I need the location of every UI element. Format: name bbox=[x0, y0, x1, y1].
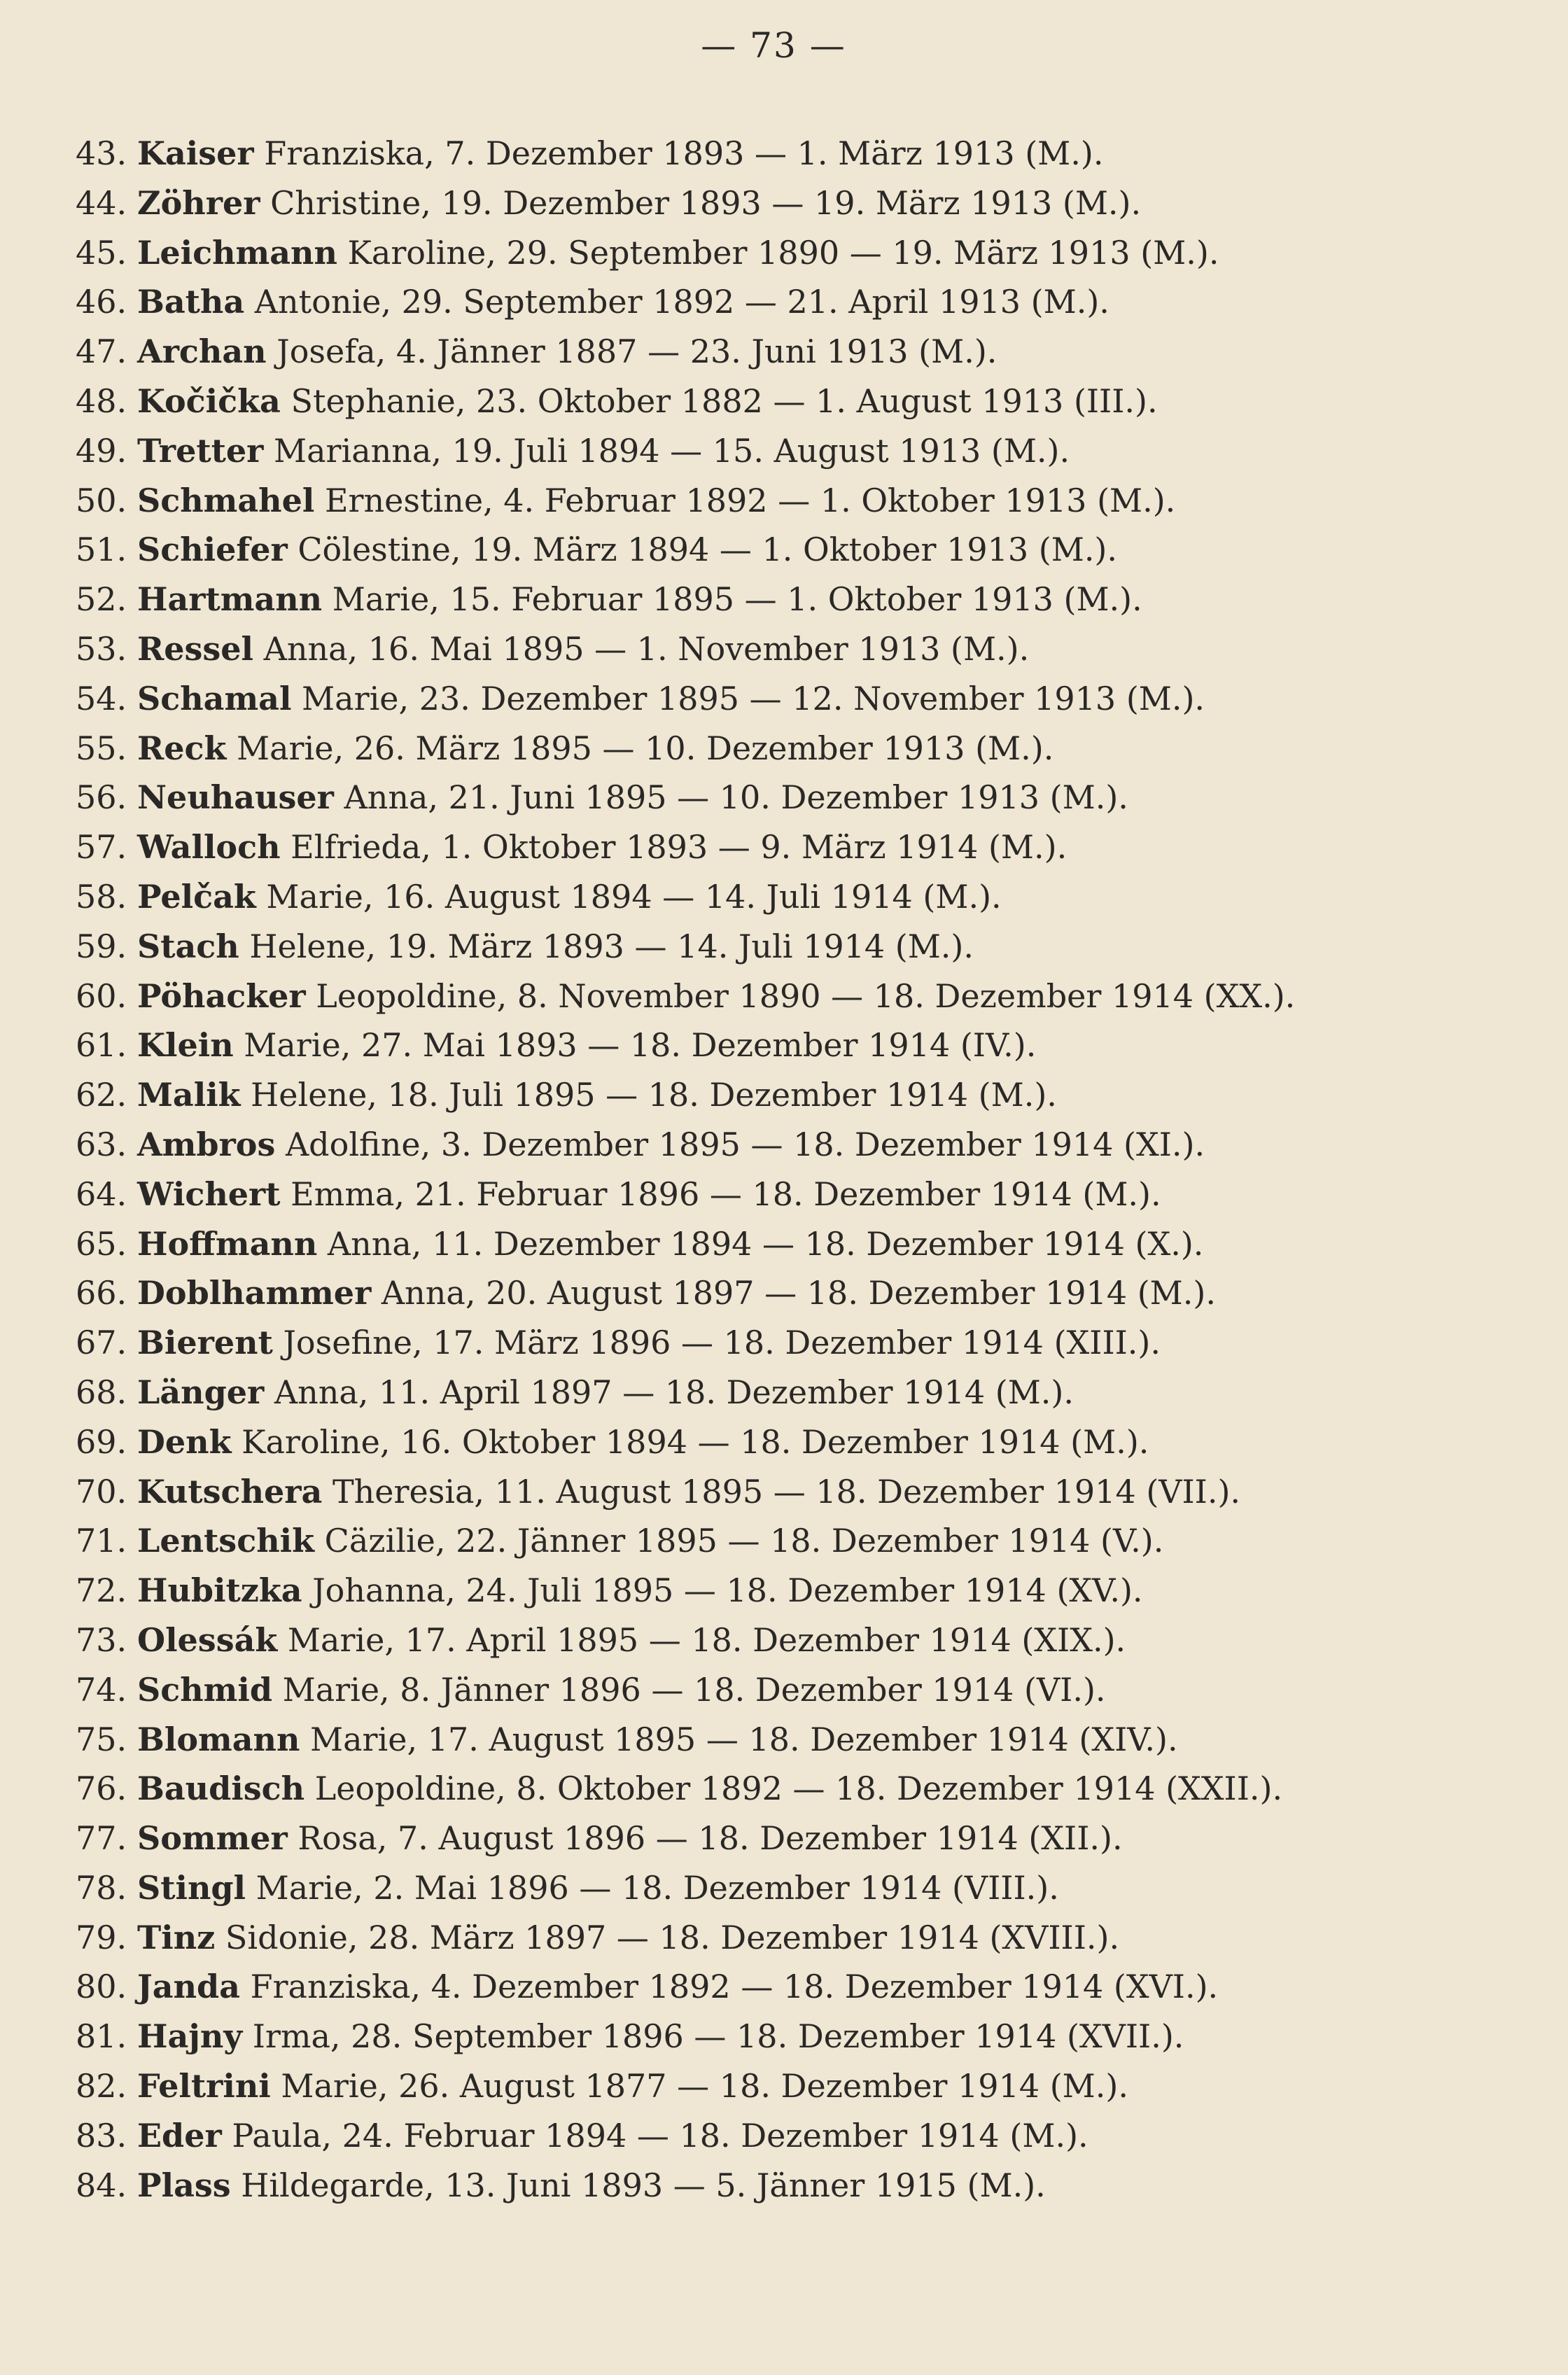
entry-number: 69. bbox=[76, 1422, 127, 1461]
entry-number: 76. bbox=[76, 1770, 127, 1808]
entry-number: 78. bbox=[76, 1868, 127, 1907]
entry-details: Franziska, 4. Dezember 1892 — 18. Dezember 1914 (XVI.). bbox=[239, 1968, 1219, 2006]
list-item bbox=[76, 426, 1295, 476]
entry-number: 58. bbox=[76, 877, 127, 916]
entry-number: 67. bbox=[76, 1324, 127, 1362]
list-item bbox=[76, 1962, 1295, 2012]
entry-number: 46. bbox=[76, 283, 127, 321]
entry-number: 79. bbox=[76, 1918, 127, 1956]
list-item bbox=[76, 822, 1295, 872]
entry-details: Anna, 21. Juni 1895 — 10. Dezember 1913 (M.). bbox=[333, 778, 1128, 817]
entry-number: 77. bbox=[76, 1819, 127, 1858]
entry-surname: Ambros bbox=[137, 1125, 276, 1163]
list-item bbox=[76, 1913, 1295, 1963]
entry-details: Sidonie, 28. März 1897 — 18. Dezember 1914 (XVIII.). bbox=[215, 1918, 1120, 1956]
entry-number: 65. bbox=[76, 1224, 127, 1263]
entry-surname: Pelčak bbox=[137, 877, 256, 916]
entry-details: Anna, 11. April 1897 — 18. Dezember 1914 (M.). bbox=[264, 1373, 1074, 1411]
entry-details: Anna, 16. Mai 1895 — 1. November 1913 (M.). bbox=[253, 629, 1030, 668]
entry-surname: Schmahel bbox=[137, 481, 315, 519]
entry-surname: Denk bbox=[137, 1422, 232, 1461]
entry-number: 52. bbox=[76, 580, 127, 619]
entry-details: Marie, 17. April 1895 — 18. Dezember 1914 (XIX.). bbox=[277, 1620, 1126, 1659]
entry-details: Leopoldine, 8. November 1890 — 18. Dezember 1914 (XX.). bbox=[305, 976, 1296, 1015]
list-item bbox=[76, 277, 1295, 327]
entry-surname: Bierent bbox=[137, 1324, 273, 1362]
entry-number: 74. bbox=[76, 1670, 127, 1709]
entry-surname: Blomann bbox=[137, 1720, 300, 1758]
entry-details: Marie, 15. Februar 1895 — 1. Oktober 1913 (M.). bbox=[322, 580, 1142, 619]
entry-surname: Plass bbox=[137, 2166, 231, 2204]
list-item bbox=[76, 724, 1295, 773]
entry-details: Irma, 28. September 1896 — 18. Dezember 1914 (XVII.). bbox=[242, 2017, 1184, 2056]
entry-number: 80. bbox=[76, 1968, 127, 2006]
list-item bbox=[76, 1665, 1295, 1715]
list-item bbox=[76, 1566, 1295, 1616]
entry-surname: Walloch bbox=[137, 828, 281, 867]
entry-number: 83. bbox=[76, 2116, 127, 2155]
list-item bbox=[76, 377, 1295, 426]
entry-number: 63. bbox=[76, 1125, 127, 1163]
entry-number: 44. bbox=[76, 183, 127, 222]
entry-number: 56. bbox=[76, 778, 127, 817]
entry-details: Emma, 21. Februar 1896 — 18. Dezember 1914 (M.). bbox=[280, 1175, 1161, 1213]
entry-surname: Eder bbox=[137, 2116, 222, 2155]
entry-surname: Sommer bbox=[137, 1819, 288, 1858]
entry-details: Cölestine, 19. März 1894 — 1. Oktober 1913 (M.). bbox=[287, 531, 1118, 569]
entry-number: 51. bbox=[76, 531, 127, 569]
list-item bbox=[76, 1616, 1295, 1665]
list-item bbox=[76, 1219, 1295, 1269]
list-item bbox=[76, 2161, 1295, 2211]
entry-number: 75. bbox=[76, 1720, 127, 1758]
entry-details: Stephanie, 23. Oktober 1882 — 1. August 1913 (III.). bbox=[280, 381, 1158, 420]
entry-details: Helene, 19. März 1893 — 14. Juli 1914 (M.). bbox=[239, 927, 974, 965]
entry-surname: Stach bbox=[137, 927, 239, 965]
list-item bbox=[76, 1715, 1295, 1765]
entry-number: 49. bbox=[76, 431, 127, 470]
list-item bbox=[76, 972, 1295, 1021]
entry-details: Marie, 16. August 1894 — 14. Juli 1914 (M.). bbox=[255, 877, 1002, 916]
entry-surname: Wichert bbox=[137, 1175, 281, 1213]
entry-surname: Feltrini bbox=[137, 2067, 271, 2106]
entry-details: Josefa, 4. Jänner 1887 — 23. Juni 1913 (M.). bbox=[266, 332, 997, 371]
entry-number: 60. bbox=[76, 976, 127, 1015]
list-item bbox=[76, 1368, 1295, 1417]
entry-number: 50. bbox=[76, 481, 127, 519]
list-item bbox=[76, 674, 1295, 724]
entry-number: 53. bbox=[76, 629, 127, 668]
list-item bbox=[76, 1863, 1295, 1913]
entry-surname: Neuhauser bbox=[137, 778, 334, 817]
entry-surname: Schmid bbox=[137, 1670, 272, 1709]
list-item bbox=[76, 1318, 1295, 1368]
entry-surname: Doblhammer bbox=[137, 1274, 372, 1312]
entry-details: Josefine, 17. März 1896 — 18. Dezember 1914 (XIII.). bbox=[272, 1324, 1161, 1362]
entry-surname: Hajny bbox=[137, 2017, 243, 2056]
entry-details: Antonie, 29. September 1892 — 21. April 1913 (M.). bbox=[244, 283, 1110, 321]
entry-number: 47. bbox=[76, 332, 127, 371]
entry-number: 55. bbox=[76, 729, 127, 767]
entry-details: Hildegarde, 13. Juni 1893 — 5. Jänner 1915 (M.). bbox=[230, 2166, 1046, 2204]
entry-number: 61. bbox=[76, 1026, 127, 1065]
entry-surname: Kočička bbox=[137, 381, 281, 420]
entry-details: Theresia, 11. August 1895 — 18. Dezember 1914 (VII.). bbox=[322, 1472, 1241, 1511]
entry-details: Marie, 8. Jänner 1896 — 18. Dezember 1914 (VI.). bbox=[272, 1670, 1106, 1709]
list-item bbox=[76, 1516, 1295, 1566]
entry-details: Anna, 20. August 1897 — 18. Dezember 1914 (M.). bbox=[371, 1274, 1216, 1312]
entry-details: Elfrieda, 1. Oktober 1893 — 9. März 1914 (M.). bbox=[280, 828, 1068, 867]
entry-list bbox=[76, 129, 1295, 2210]
list-item bbox=[76, 1467, 1295, 1517]
entry-surname: Zöhrer bbox=[137, 183, 260, 222]
entry-details: Leopoldine, 8. Oktober 1892 — 18. Dezember 1914 (XXII.). bbox=[304, 1770, 1283, 1808]
list-item bbox=[76, 327, 1295, 377]
entry-details: Adolfine, 3. Dezember 1895 — 18. Dezember 1914 (XI.). bbox=[275, 1125, 1205, 1163]
entry-details: Franziska, 7. Dezember 1893 — 1. März 1913 (M.). bbox=[253, 134, 1104, 172]
list-item bbox=[76, 2012, 1295, 2061]
entry-surname: Hoffmann bbox=[137, 1224, 318, 1263]
entry-number: 43. bbox=[76, 134, 127, 172]
entry-details: Paula, 24. Februar 1894 — 18. Dezember 1914 (M.). bbox=[221, 2116, 1088, 2155]
entry-details: Karoline, 29. September 1890 — 19. März 1913 (M.). bbox=[337, 233, 1219, 272]
entry-surname: Batha bbox=[137, 283, 245, 321]
entry-number: 54. bbox=[76, 679, 127, 717]
list-item bbox=[76, 575, 1295, 624]
list-item bbox=[76, 476, 1295, 526]
list-item bbox=[76, 773, 1295, 822]
entry-number: 70. bbox=[76, 1472, 127, 1511]
entry-details: Marie, 26. August 1877 — 18. Dezember 1914 (M.). bbox=[270, 2067, 1128, 2106]
entry-details: Marie, 26. März 1895 — 10. Dezember 1913 (M.). bbox=[226, 729, 1054, 767]
list-item bbox=[76, 1070, 1295, 1120]
entry-number: 59. bbox=[76, 927, 127, 965]
entry-surname: Reck bbox=[137, 729, 227, 767]
entry-details: Ernestine, 4. Februar 1892 — 1. Oktober 1913 (M.). bbox=[314, 481, 1176, 519]
entry-details: Marie, 17. August 1895 — 18. Dezember 1914 (XIV.). bbox=[300, 1720, 1178, 1758]
entry-details: Marie, 27. Mai 1893 — 18. Dezember 1914 (IV.). bbox=[233, 1026, 1037, 1065]
entry-number: 72. bbox=[76, 1571, 127, 1610]
entry-surname: Malik bbox=[137, 1076, 241, 1114]
list-item bbox=[76, 872, 1295, 922]
entry-details: Marianna, 19. Juli 1894 — 15. August 1913 (M.). bbox=[263, 431, 1070, 470]
entry-surname: Schiefer bbox=[137, 531, 288, 569]
entry-details: Cäzilie, 22. Jänner 1895 — 18. Dezember 1914 (V.). bbox=[314, 1522, 1164, 1560]
entry-number: 45. bbox=[76, 233, 127, 272]
entry-surname: Olessák bbox=[137, 1620, 278, 1659]
list-item bbox=[76, 1764, 1295, 1814]
entry-number: 84. bbox=[76, 2166, 127, 2204]
entry-surname: Schamal bbox=[137, 679, 292, 717]
entry-details: Johanna, 24. Juli 1895 — 18. Dezember 1914 (XV.). bbox=[302, 1571, 1143, 1610]
entry-surname: Tretter bbox=[137, 431, 264, 470]
entry-details: Christine, 19. Dezember 1893 — 19. März 1913 (M.). bbox=[260, 183, 1142, 222]
list-item bbox=[76, 1268, 1295, 1318]
entry-details: Marie, 2. Mai 1896 — 18. Dezember 1914 (VIII.). bbox=[246, 1868, 1059, 1907]
entry-number: 81. bbox=[76, 2017, 127, 2056]
list-item bbox=[76, 525, 1295, 575]
entry-details: Helene, 18. Juli 1895 — 18. Dezember 1914 (M.). bbox=[240, 1076, 1057, 1114]
entry-surname: Kutschera bbox=[137, 1472, 323, 1511]
entry-details: Karoline, 16. Oktober 1894 — 18. Dezember 1914 (M.). bbox=[231, 1422, 1149, 1461]
list-item bbox=[76, 228, 1295, 278]
entry-surname: Tinz bbox=[137, 1918, 216, 1956]
list-item bbox=[76, 922, 1295, 972]
entry-surname: Stingl bbox=[137, 1868, 246, 1907]
entry-number: 57. bbox=[76, 828, 127, 867]
entry-number: 71. bbox=[76, 1522, 127, 1560]
entry-surname: Hubitzka bbox=[137, 1571, 302, 1610]
entry-number: 48. bbox=[76, 381, 127, 420]
entry-details: Marie, 23. Dezember 1895 — 12. November 1913 (M.). bbox=[291, 679, 1205, 717]
entry-surname: Hartmann bbox=[137, 580, 323, 619]
entry-number: 66. bbox=[76, 1274, 127, 1312]
entry-surname: Archan bbox=[137, 332, 267, 371]
entry-surname: Lentschik bbox=[137, 1522, 314, 1560]
list-item bbox=[76, 1814, 1295, 1863]
list-item bbox=[76, 624, 1295, 674]
entry-number: 73. bbox=[76, 1620, 127, 1659]
entry-number: 62. bbox=[76, 1076, 127, 1114]
list-item bbox=[76, 2111, 1295, 2161]
entry-surname: Baudisch bbox=[137, 1770, 305, 1808]
entry-surname: Leichmann bbox=[137, 233, 337, 272]
entry-surname: Pöhacker bbox=[137, 976, 306, 1015]
entry-number: 68. bbox=[76, 1373, 127, 1411]
list-item bbox=[76, 2061, 1295, 2111]
entry-surname: Janda bbox=[137, 1968, 240, 2006]
entry-surname: Länger bbox=[137, 1373, 265, 1411]
list-item bbox=[76, 1170, 1295, 1219]
list-item bbox=[76, 1021, 1295, 1070]
entry-details: Anna, 11. Dezember 1894 — 18. Dezember 1914 (X.). bbox=[317, 1224, 1204, 1263]
entry-details: Rosa, 7. August 1896 — 18. Dezember 1914 (XII.). bbox=[287, 1819, 1123, 1858]
list-item bbox=[76, 129, 1295, 178]
entry-surname: Ressel bbox=[137, 629, 254, 668]
page-number: — 73 — bbox=[701, 25, 846, 66]
list-item bbox=[76, 1417, 1295, 1467]
list-item bbox=[76, 178, 1295, 228]
list-item bbox=[76, 1120, 1295, 1170]
entry-surname: Klein bbox=[137, 1026, 234, 1065]
entry-number: 82. bbox=[76, 2067, 127, 2106]
entry-number: 64. bbox=[76, 1175, 127, 1213]
entry-surname: Kaiser bbox=[137, 134, 254, 172]
